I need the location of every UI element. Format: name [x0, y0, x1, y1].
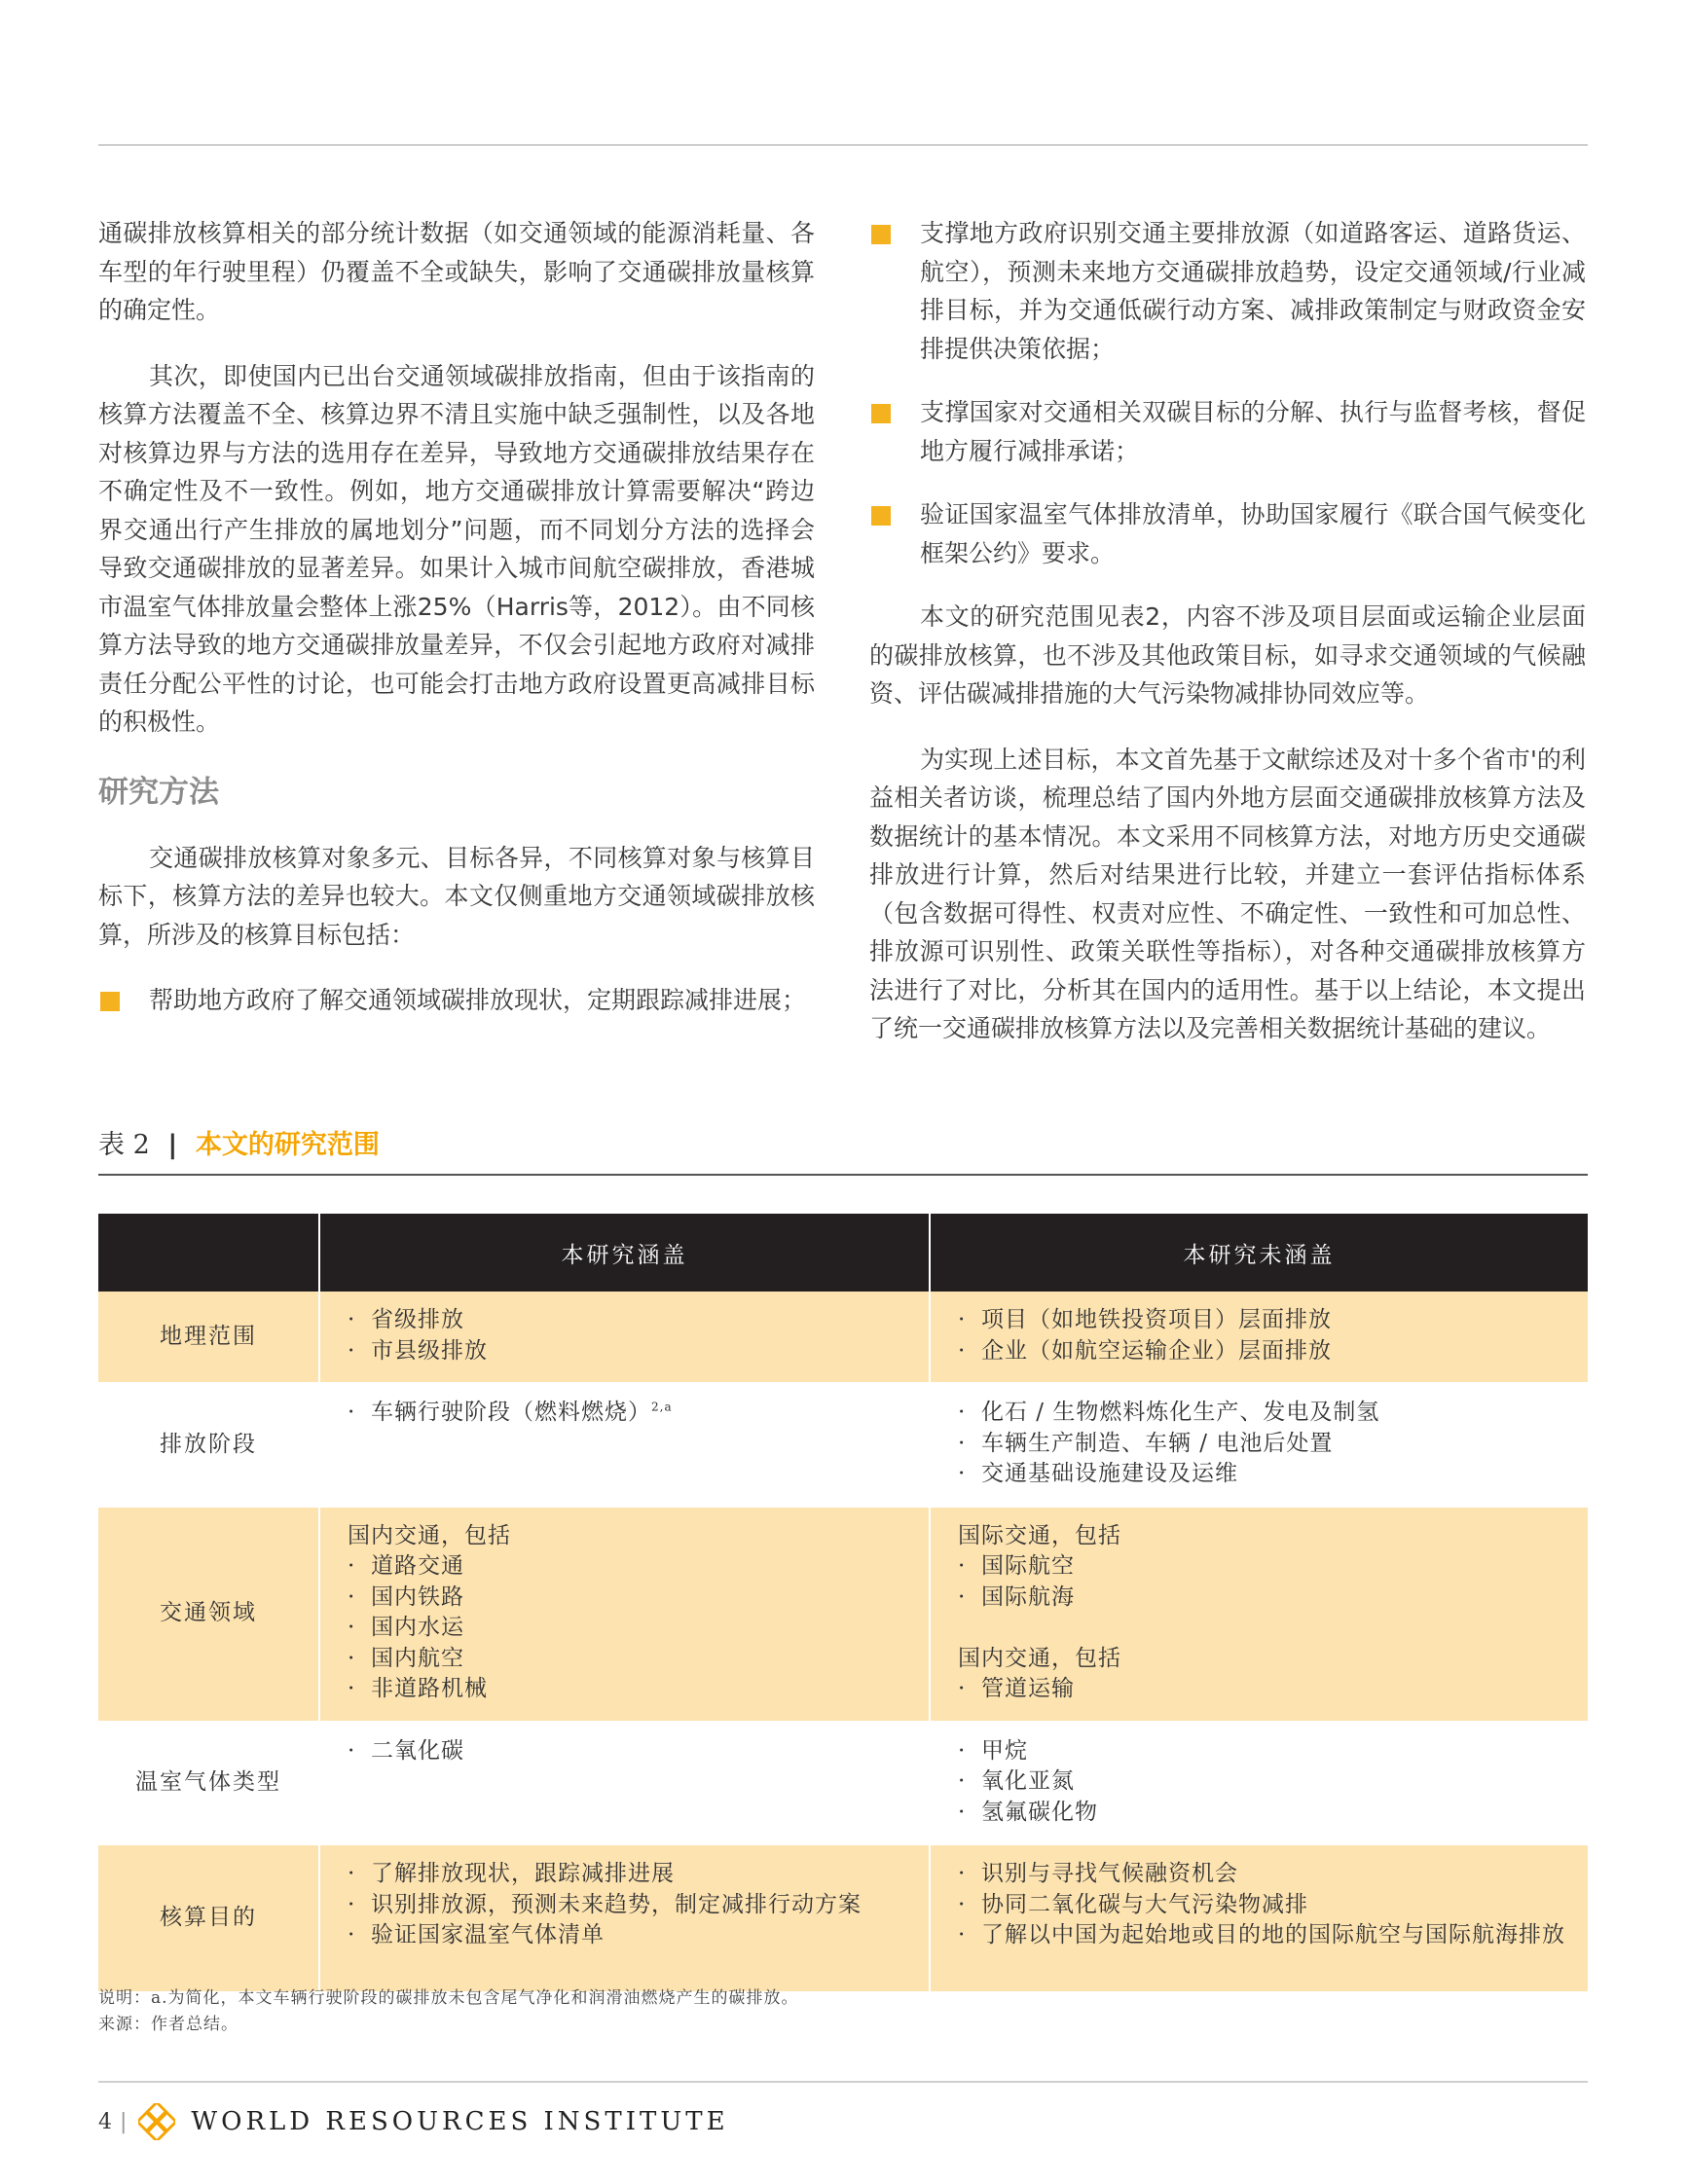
list-item: · 了解以中国为起始地或目的地的国际航空与国际航海排放 [958, 1920, 1588, 1951]
table-source-note: 来源：作者总结。 [98, 2015, 239, 2034]
square-bullet-icon [871, 506, 891, 526]
table-title-divider [98, 1174, 1588, 1176]
paragraph-data-gaps: 通碳排放核算相关的部分统计数据（如交通领域的能源消耗量、各车型的年行驶里程）仍覆盖不全或缺失，影响了交通碳排放量核算的确定性。 [98, 219, 815, 324]
list-item: · 识别与寻找气候融资机会 [958, 1859, 1588, 1890]
paragraph-research-approach: 为实现上述目标，本文首先基于文献综述及对十多个省市'的利益相关者访谈，梳理总结了国内外地方层面交通碳排放核算方法及数据统计的基本情况。本文采用不同核算方法，对地方历史交通碳排放进行计算，然后对结果进行比较，并建立一套评估指标体系（包含数据可得性、权责对应性、不确定性、一致性和可加总性、排放源可识别性、政策关联性等指标），对各种交通碳排放核算方法进行了对比，分析其在国内的适用性。基于以上结论，本文提出了统一交通碳排放核算方法以及完善相关数据统计基础的建议。 [869, 745, 1586, 1042]
table-header-not-covered: 本研究未涵盖 [930, 1214, 1588, 1292]
bullet-text: 验证国家温室气体排放清单，协助国家履行《联合国气候变化框架公约》要求。 [920, 500, 1586, 567]
list-item: · 道路交通 [348, 1551, 929, 1583]
table-row [98, 1292, 1588, 1383]
not-covered-cell [930, 1292, 1588, 1383]
table-caption [98, 1126, 1588, 1165]
page-number: 4 [98, 2109, 112, 2134]
paragraph-guideline-issues: 其次，即使国内已出台交通领域碳排放指南，但由于该指南的核算方法覆盖不全、核算边界不清且实施中缺乏强制性，以及各地对核算边界与方法的选用存在差异，导致地方交通碳排放结果存在不确定性及不一致性。例如，地方交通碳排放计算需要解决“跨边界交通出行产生排放的属地划分”问题，而不同划分方法的选择会导致交通碳排放的显著差异。如果计入城市间航空碳排放，香港城市温室气体排放量会整体上涨25%（Harris等，2012）。由不同核算方法导致的地方交通碳排放量差异，不仅会引起地方政府对减排责任分配公平性的讨论，也可能会打击地方政府设置更高减排目标的积极性。 [98, 361, 815, 736]
list-item: · 交通基础设施建设及运维 [958, 1459, 1588, 1490]
table-header-blank [98, 1214, 319, 1292]
list-item: · 国际航空 [958, 1551, 1588, 1583]
covered-cell [319, 1507, 930, 1722]
research-scope-table [98, 1214, 1588, 1993]
list-intro: 国内交通，包括 [958, 1645, 1121, 1671]
organization-name: WORLD RESOURCES INSTITUTE [191, 2107, 729, 2136]
list-item: · 识别排放源，预测未来趋势，制定减排行动方案 [348, 1890, 929, 1921]
bullet-item [869, 214, 1586, 368]
list-item: · 氢氟碳化物 [958, 1798, 1588, 1829]
table-row [98, 1507, 1588, 1722]
row-heading: 核算目的 [98, 1844, 319, 1992]
list-item: · 了解排放现状，跟踪减排进展 [348, 1859, 929, 1890]
list-item: · 国内水运 [348, 1613, 929, 1644]
list-item: · 项目（如地铁投资项目）层面排放 [958, 1305, 1588, 1336]
footnote-marker: 2,a [651, 1400, 673, 1414]
row-heading: 排放阶段 [98, 1383, 319, 1507]
page-footer [98, 2102, 729, 2141]
table-header-covered: 本研究涵盖 [319, 1214, 930, 1292]
footer-separator: | [120, 2109, 128, 2134]
bullet-item [98, 981, 815, 1020]
bullet-text: 支撑地方政府识别交通主要排放源（如道路客运、道路货运、航空），预测未来地方交通碳排放趋势，设定交通领域/行业减排目标，并为交通低碳行动方案、减排政策制定与财政资金安排提供决策依据； [920, 219, 1586, 363]
covered-cell [319, 1844, 930, 1992]
table-title: 本文的研究范围 [195, 1130, 380, 1160]
list-item-text: 车辆行驶阶段（燃料燃烧） [371, 1400, 651, 1425]
table-row [98, 1722, 1588, 1845]
not-covered-cell [930, 1383, 1588, 1507]
bullet-item [869, 393, 1586, 470]
list-item: · 市县级排放 [348, 1336, 929, 1367]
bullet-text: 帮助地方政府了解交通领域碳排放现状，定期跟踪减排进展； [149, 986, 807, 1014]
list-intro: 国内交通，包括 [348, 1522, 511, 1548]
list-item: · 省级排放 [348, 1305, 929, 1336]
square-bullet-icon [871, 404, 891, 423]
table-explanation-note: 说明：a.为简化，本文车辆行驶阶段的碳排放未包含尾气净化和润滑油燃烧产生的碳排放。 [98, 1988, 799, 2008]
list-item: · 国内铁路 [348, 1583, 929, 1614]
list-item [348, 1398, 929, 1429]
list-item: · 化石 / 生物燃料炼化生产、发电及制氢 [958, 1398, 1588, 1429]
list-item: · 国际航海 [958, 1583, 1588, 1614]
paragraph-research-scope: 本文的研究范围见表2，内容不涉及项目层面或运输企业层面的碳排放核算，也不涉及其他政策目标，如寻求交通领域的气候融资、评估碳减排措施的大气污染物减排协同效应等。 [869, 602, 1586, 708]
left-column [98, 214, 815, 1045]
list-intro: 国际交通，包括 [958, 1522, 1121, 1548]
square-bullet-icon [871, 225, 891, 244]
covered-cell [319, 1383, 930, 1507]
wri-logo-icon [138, 2103, 175, 2140]
list-item: · 氧化亚氮 [958, 1766, 1588, 1798]
row-heading: 温室气体类型 [98, 1722, 319, 1845]
list-item: · 协同二氧化碳与大气污染物减排 [958, 1890, 1588, 1921]
list-item: · 管道运输 [958, 1674, 1588, 1705]
list-item: · 二氧化碳 [348, 1736, 929, 1767]
caption-separator: | [167, 1130, 178, 1160]
not-covered-cell [930, 1507, 1588, 1722]
table-row [98, 1844, 1588, 1992]
list-item: · 甲烷 [958, 1736, 1588, 1767]
not-covered-cell [930, 1722, 1588, 1845]
square-bullet-icon [100, 992, 120, 1011]
bullet-text: 支撑国家对交通相关双碳目标的分解、执行与监督考核，督促地方履行减排承诺； [920, 398, 1586, 465]
table-notes [98, 1985, 799, 2038]
footer-divider [98, 2081, 1588, 2083]
list-item: · 国内航空 [348, 1644, 929, 1675]
right-column [869, 214, 1586, 1048]
bullet-item [869, 495, 1586, 572]
list-item: · 车辆生产制造、车辆 / 电池后处置 [958, 1429, 1588, 1460]
list-item: · 非道路机械 [348, 1674, 929, 1705]
table-row [98, 1383, 1588, 1507]
covered-cell [319, 1722, 930, 1845]
covered-cell [319, 1292, 930, 1383]
top-divider [98, 144, 1588, 146]
section-title-methods: 研究方法 [98, 774, 219, 810]
row-heading: 地理范围 [98, 1292, 319, 1383]
paragraph-methods-intro: 交通碳排放核算对象多元、目标各异，不同核算对象与核算目标下，核算方法的差异也较大。本文仅侧重地方交通领域碳排放核算，所涉及的核算目标包括： [98, 843, 815, 949]
list-item: · 企业（如航空运输企业）层面排放 [958, 1336, 1588, 1367]
row-heading: 交通领域 [98, 1507, 319, 1722]
list-item: · 验证国家温室气体清单 [348, 1920, 929, 1951]
not-covered-cell [930, 1844, 1588, 1992]
table-label: 表 2 [98, 1130, 150, 1160]
